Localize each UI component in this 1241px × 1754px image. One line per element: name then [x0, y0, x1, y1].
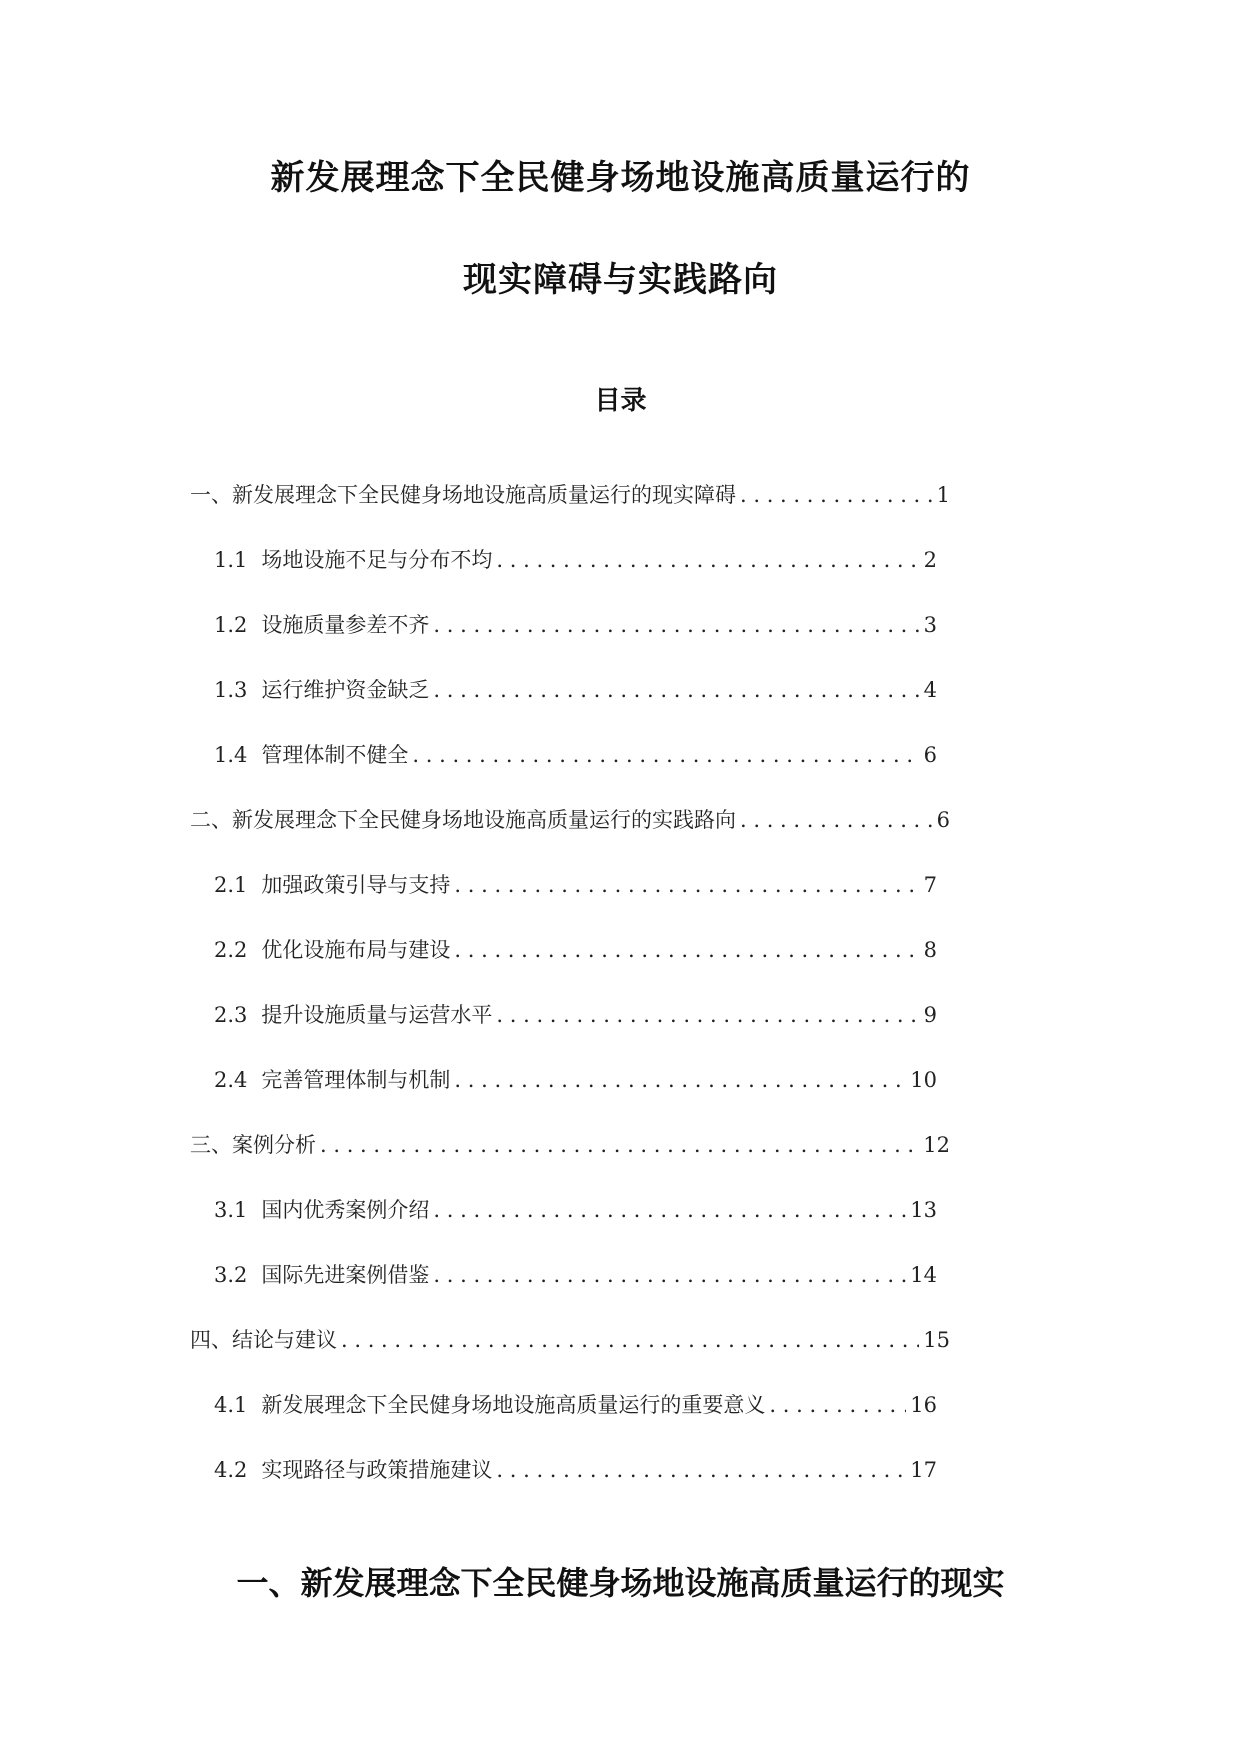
toc-dot-leader — [320, 1130, 919, 1160]
toc-entry-page-number: 4 — [923, 678, 937, 702]
toc-entry-number: 2.1 — [214, 873, 248, 897]
toc-entry-number: 3.1 — [214, 1198, 248, 1222]
toc-entry-title: 二、新发展理念下全民健身场地设施高质量运行的实践路向 — [190, 808, 736, 832]
toc-entry-number: 1.4 — [214, 743, 248, 767]
toc-entry-number: 1.3 — [214, 678, 248, 702]
toc-dot-leader — [496, 1455, 906, 1485]
toc-dot-leader — [740, 480, 933, 510]
toc-entry-page-number: 6 — [936, 808, 950, 832]
document-title-line2: 现实障碍与实践路向 — [463, 260, 778, 300]
toc-entry[interactable] — [214, 675, 937, 705]
toc-entry[interactable] — [214, 1065, 937, 1095]
toc-entry-title: 设施质量参差不齐 — [261, 613, 430, 637]
toc-entry[interactable] — [214, 545, 937, 575]
toc-entry-title: 完善管理体制与机制 — [261, 1068, 451, 1092]
toc-entry-page-number: 14 — [910, 1263, 937, 1287]
toc-entry[interactable] — [214, 1455, 937, 1485]
toc-entry-title: 四、结论与建议 — [190, 1328, 337, 1352]
toc-entry[interactable] — [190, 1130, 950, 1160]
toc-dot-leader — [496, 1000, 919, 1030]
toc-entry-title: 一、新发展理念下全民健身场地设施高质量运行的现实障碍 — [190, 483, 736, 507]
toc-entry[interactable] — [214, 870, 937, 900]
toc-entry-number: 4.1 — [214, 1393, 248, 1417]
toc-dot-leader — [433, 675, 919, 705]
toc-entry-page-number: 8 — [923, 938, 937, 962]
toc-heading: 目录 — [594, 386, 647, 416]
toc-entry-title: 加强政策引导与支持 — [261, 873, 451, 897]
toc-entry-number: 1.2 — [214, 613, 248, 637]
toc-entry[interactable] — [190, 480, 950, 510]
toc-entry[interactable] — [214, 610, 937, 640]
toc-entry-page-number: 17 — [910, 1458, 937, 1482]
toc-entry-title: 提升设施质量与运营水平 — [261, 1003, 493, 1027]
toc-entry-number: 1.1 — [214, 548, 248, 572]
toc-entry-title: 实现路径与政策措施建议 — [261, 1458, 493, 1482]
toc-dot-leader — [454, 935, 919, 965]
toc-entry-page-number: 15 — [923, 1328, 950, 1352]
toc-entry-title: 国际先进案例借鉴 — [261, 1263, 430, 1287]
toc-entry-page-number: 13 — [910, 1198, 937, 1222]
toc-entry[interactable] — [214, 935, 937, 965]
toc-entry-page-number: 12 — [923, 1133, 950, 1157]
toc-entry-number: 3.2 — [214, 1263, 248, 1287]
toc-entry[interactable] — [214, 1390, 937, 1420]
section-heading: 一、新发展理念下全民健身场地设施高质量运行的现实 — [236, 1564, 1005, 1602]
toc-entry[interactable] — [214, 740, 937, 770]
toc-entry-title: 新发展理念下全民健身场地设施高质量运行的重要意义 — [261, 1393, 766, 1417]
toc-entry-title: 管理体制不健全 — [261, 743, 409, 767]
toc-entry-page-number: 1 — [936, 483, 950, 507]
toc-entry-number: 2.3 — [214, 1003, 248, 1027]
toc-entry-page-number: 3 — [923, 613, 937, 637]
toc-dot-leader — [433, 610, 919, 640]
toc-entry-title: 场地设施不足与分布不均 — [261, 548, 493, 572]
toc-dot-leader — [341, 1325, 919, 1355]
toc-entry-page-number: 6 — [923, 743, 937, 767]
toc-dot-leader — [454, 1065, 906, 1095]
toc-entry-page-number: 16 — [910, 1393, 937, 1417]
toc-entry-page-number: 7 — [923, 873, 937, 897]
toc-entry-number: 2.2 — [214, 938, 248, 962]
toc-entry-title: 运行维护资金缺乏 — [261, 678, 430, 702]
toc-dot-leader — [412, 740, 919, 770]
toc-entry[interactable] — [214, 1195, 937, 1225]
toc-dot-leader — [740, 805, 933, 835]
toc-dot-leader — [454, 870, 919, 900]
toc-entry-page-number: 2 — [923, 548, 937, 572]
toc-dot-leader — [433, 1195, 906, 1225]
toc-dot-leader — [433, 1260, 906, 1290]
toc-entry-title: 优化设施布局与建设 — [261, 938, 451, 962]
toc-entry[interactable] — [190, 1325, 950, 1355]
toc-entry-number: 4.2 — [214, 1458, 248, 1482]
toc-dot-leader — [769, 1390, 906, 1420]
toc-entry-page-number: 9 — [923, 1003, 937, 1027]
toc-entry-title: 国内优秀案例介绍 — [261, 1198, 430, 1222]
toc-entry[interactable] — [190, 805, 950, 835]
toc-entry-title: 三、案例分析 — [190, 1133, 316, 1157]
toc-entry-page-number: 10 — [910, 1068, 937, 1092]
toc-dot-leader — [496, 545, 919, 575]
toc-entry[interactable] — [214, 1000, 937, 1030]
document-title-line1: 新发展理念下全民健身场地设施高质量运行的 — [270, 158, 971, 198]
toc-entry[interactable] — [214, 1260, 937, 1290]
toc-entry-number: 2.4 — [214, 1068, 248, 1092]
